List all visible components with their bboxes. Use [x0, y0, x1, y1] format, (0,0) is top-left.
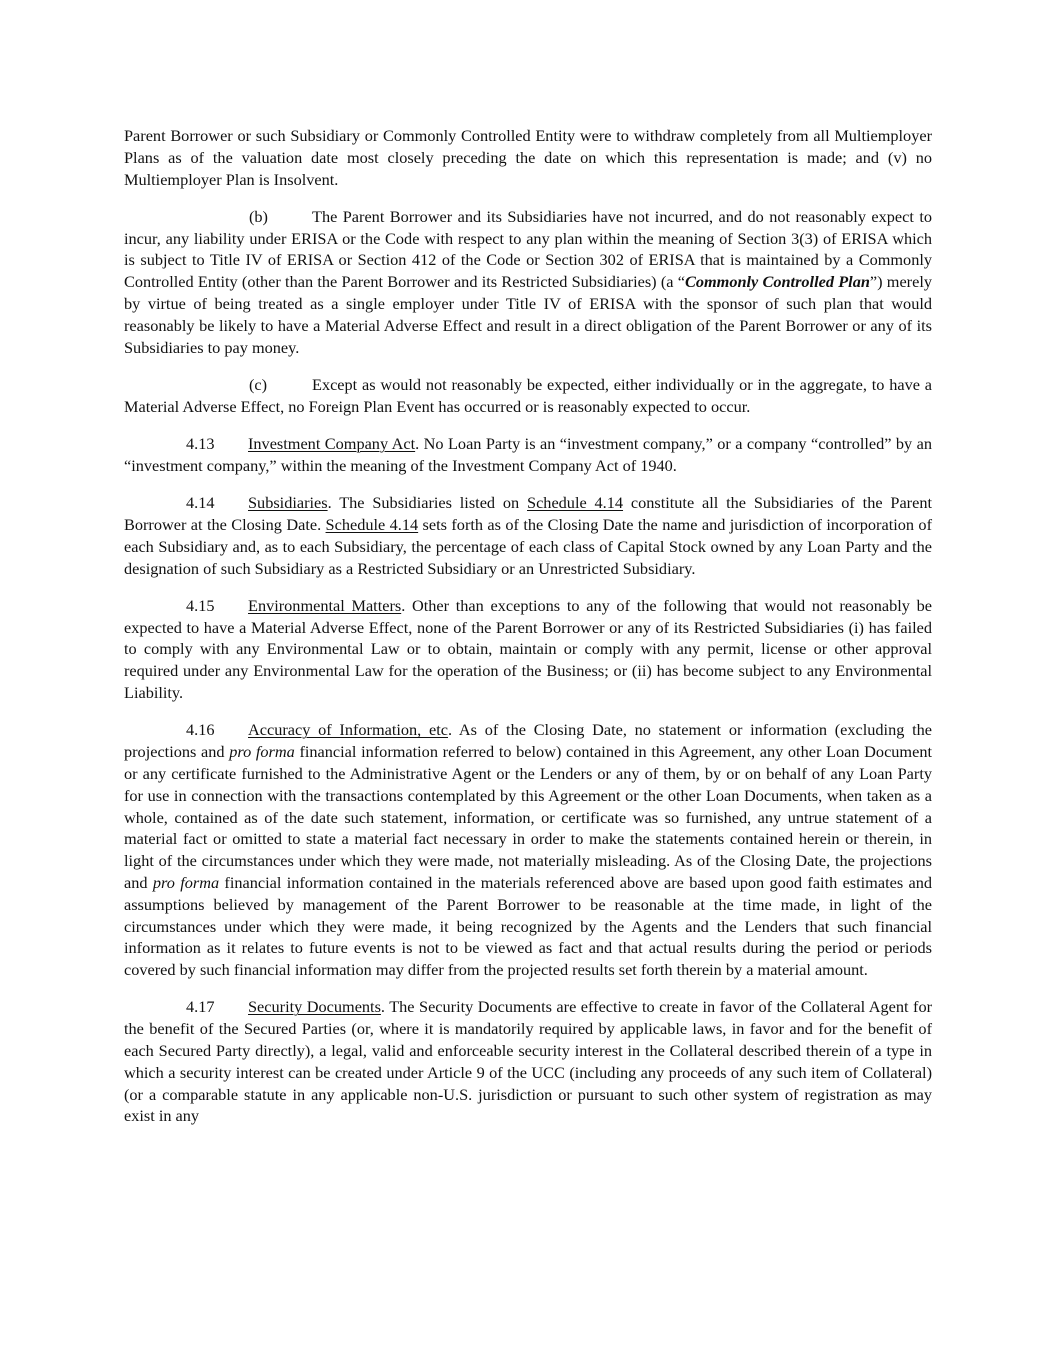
section-4-17	[124, 996, 932, 1127]
section-heading: Environmental Matters	[248, 595, 402, 615]
paragraph-text: Except as would not reasonably be expected, either individually or in the aggregate, to have a Material Adverse Effect, no Foreign Plan Event has occurred or is reasonably expected to occur.	[124, 374, 932, 416]
paragraph-number: (b)	[249, 206, 268, 226]
section-text: . As of the Closing Date, no statement or information (excluding the projections and	[124, 720, 933, 762]
section-text: financial information contained in the materials referenced above are based upon good faith estimates and assumptions believed by management of the Parent Borrower to be reasonable at the time made, in light of the circumstances under which they were made, it being recognized by the Agents and the Lenders that such financial information as it relates to future events is not to be viewed as fact and that actual results during the period or periods covered by such financial information may differ from the projected results set forth therein by a material amount.	[124, 872, 932, 980]
italic-term: pro forma	[152, 872, 220, 892]
schedule-reference: Schedule 4.14	[325, 514, 419, 534]
section-number: 4.16	[186, 720, 215, 740]
section-4-14	[124, 492, 932, 579]
section-number: 4.14	[186, 493, 215, 513]
section-text: . The Subsidiaries listed on	[327, 493, 528, 513]
section-text: . The Security Documents are effective to create in favor of the Collateral Agent for the benefit of the Secured Parties (or, where it is mandatorily required by applicable laws, in favor and for the benefit of each Secured Party directly), a legal, valid and enforceable security interest in the Collateral described therein of a type in which a security interest can be created under Article 9 of the UCC (including any proceeds of any such item of Collateral) (or a comparable statute in any applicable non-U.S. jurisdiction or pursuant to such other system of registration as may exist in any	[124, 997, 933, 1126]
section-4-15	[124, 595, 932, 704]
section-text: . Other than exceptions to any of the following that would not reasonably be expected to have a Material Adverse Effect, none of the Parent Borrower or any of its Restricted Subsidiaries (i) has failed to comply with any Environmental Law or to obtain, maintain or comply with any permit, license or other approval required under any Environmental Law for the operation of the Business; or (ii) has become subject to any Environmental Liability.	[124, 595, 932, 703]
section-4-16	[124, 719, 932, 981]
document-page	[124, 125, 932, 1143]
section-number: 4.13	[186, 434, 215, 454]
schedule-reference: Schedule 4.14	[527, 493, 624, 513]
section-text: financial information referred to below) contained in this Agreement, any other Loan Document or any certificate furnished to the Administrative Agent or the Lenders or any of them, by or on behalf of any Loan Party for use in connection with the transactions contemplated by this Agreement or the other Loan Documents, when taken as a whole, contained as of the date such statement, information, or certificate was so furnished, any untrue statement of a material fact or omitted to state a material fact necessary in order to make the statements contained herein or therein, in light of the circumstances under which they were made, not materially misleading. As of the Closing Date, the projections and	[124, 742, 932, 892]
paragraph-c	[124, 374, 932, 418]
section-text: sets forth as of the Closing Date the name and jurisdiction of incorporation of each Subsidiary and, as to each Subsidiary, the percentage of each class of Capital Stock owned by any Loan Party and the designation of such Subsidiary as a Restricted Subsidiary or an Unrestricted Subsidiary.	[124, 514, 932, 578]
section-number: 4.15	[186, 595, 215, 615]
section-heading: Security Documents	[248, 997, 381, 1017]
section-4-13	[124, 433, 932, 477]
paragraph-text: ”) merely by virtue of being treated as a single employer under Title IV of ERISA with the sponsor of such plan that would reasonably be likely to have a Material Adverse Effect and result in a direct obligation of the Parent Borrower or any of its Subsidiaries to pay money.	[124, 272, 932, 357]
defined-term: Commonly Controlled Plan	[684, 272, 870, 292]
paragraph-text: Parent Borrower or such Subsidiary or Commonly Controlled Entity were to withdraw completely from all Multiemployer Plans as of the valuation date most closely preceding the date on which this representation is made; and (v) no Multiemployer Plan is Insolvent.	[124, 126, 932, 189]
italic-term: pro forma	[229, 742, 295, 762]
section-text: . No Loan Party is an “investment company,” or a company “controlled” by an “investment company,” within the meaning of the Investment Company Act of 1940.	[124, 434, 932, 475]
paragraph-text: The Parent Borrower and its Subsidiaries have not incurred, and do not reasonably expect to incur, any liability under ERISA or the Code with respect to any plan within the meaning of Section 3(3) of ERISA which is subject to Title IV of ERISA or Section 412 of the Code or Section 302 of ERISA that is maintained by a Commonly Controlled Entity (other than the Parent Borrower and its Restricted Subsidiaries) (a “	[124, 206, 932, 292]
paragraph-number: (c)	[249, 374, 268, 394]
section-heading: Accuracy of Information, etc	[248, 720, 448, 740]
paragraph-continuation	[124, 125, 932, 190]
section-text: constitute all the Subsidiaries of the Parent Borrower at the Closing Date.	[124, 493, 932, 534]
section-heading: Investment Company Act	[248, 434, 416, 454]
paragraph-b	[124, 206, 932, 359]
section-number: 4.17	[186, 997, 215, 1017]
section-heading: Subsidiaries	[248, 493, 328, 513]
